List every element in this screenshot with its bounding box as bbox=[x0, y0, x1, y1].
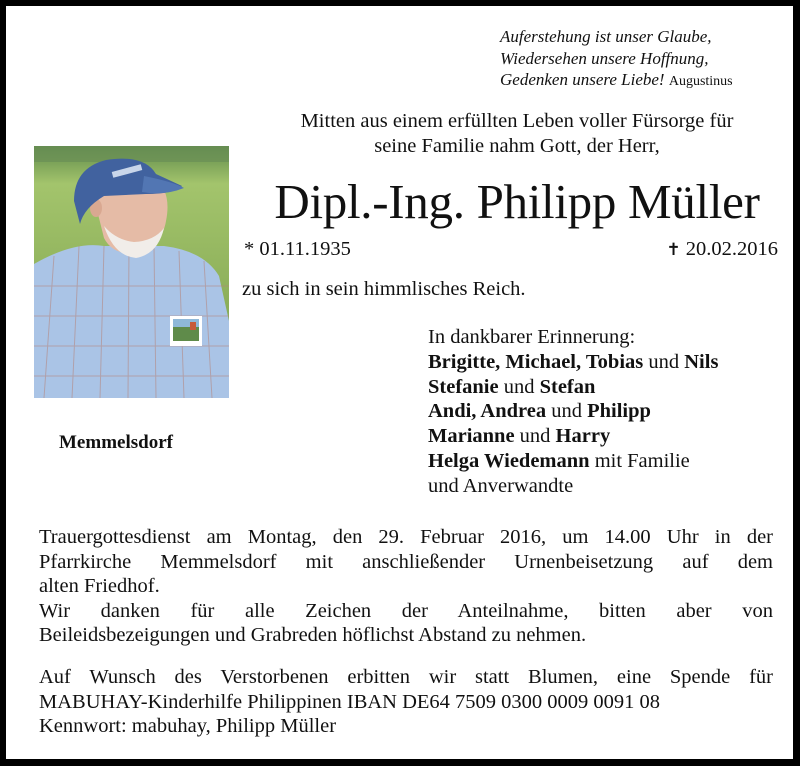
quote-line: Auferstehung ist unser Glaube, bbox=[500, 27, 712, 46]
family-line bbox=[428, 375, 718, 400]
donation-line: Kennwort: mabuhay, Philipp Müller bbox=[39, 715, 337, 737]
donation-info bbox=[39, 665, 773, 739]
family-names: Helga Wiedemann bbox=[428, 449, 590, 472]
intro-text bbox=[238, 109, 796, 159]
family-line bbox=[428, 449, 718, 474]
family-connector: und bbox=[546, 400, 588, 423]
service-info bbox=[39, 525, 773, 648]
quote-line-text: Gedenken unsere Liebe! bbox=[500, 70, 665, 89]
intro-line: seine Familie nahm Gott, der Herr, bbox=[374, 135, 660, 157]
birth-date-value: 01.11.1935 bbox=[259, 238, 351, 260]
service-line: alten Friedhof. bbox=[39, 575, 160, 597]
family-heading: In dankbarer Erinnerung: bbox=[428, 326, 636, 348]
place-name: Memmelsdorf bbox=[59, 432, 173, 453]
family-line bbox=[428, 350, 718, 375]
portrait-image bbox=[34, 146, 229, 398]
family-names: Nils bbox=[684, 350, 719, 373]
donation-line: MABUHAY-Kinderhilfe Philippinen IBAN DE64 7509 0300 0009 0091 08 bbox=[39, 690, 661, 713]
birth-star-icon: * bbox=[244, 238, 255, 260]
death-date bbox=[666, 237, 778, 262]
family-names: Marianne bbox=[428, 425, 515, 448]
family-connector: und bbox=[643, 350, 685, 373]
family-closing: und Anverwandte bbox=[428, 474, 574, 497]
portrait-photo bbox=[34, 146, 229, 398]
family-line bbox=[428, 399, 718, 424]
birth-date bbox=[244, 237, 351, 261]
family-line bbox=[428, 424, 718, 449]
family-names: Philipp bbox=[587, 400, 651, 423]
family-names: Brigitte, Michael, Tobias bbox=[428, 350, 644, 373]
family-connector: mit Familie bbox=[589, 449, 690, 472]
thanks-line: Beileidsbezeigungen und Grabreden höflichst Abstand zu nehmen. bbox=[39, 624, 587, 646]
cross-icon: ✝ bbox=[666, 240, 681, 260]
closing-phrase: zu sich in sein himmlisches Reich. bbox=[242, 278, 526, 300]
thanks-line: Wir danken für alle Zeichen der Anteilnahme, bitten aber von bbox=[39, 599, 773, 622]
intro-line: Mitten aus einem erfüllten Leben voller Fürsorge für bbox=[300, 110, 734, 132]
quote-author: Augustinus bbox=[668, 74, 733, 89]
quote-line bbox=[500, 69, 790, 93]
family-connector: und bbox=[498, 375, 540, 398]
service-line: Trauergottesdienst am Montag, den 29. Februar 2016, um 14.00 Uhr in der bbox=[39, 526, 773, 548]
death-date-value: 20.02.2016 bbox=[685, 238, 778, 260]
family-names: Stefanie bbox=[428, 375, 499, 398]
family-names: Andi, Andrea bbox=[428, 400, 547, 423]
quote-block bbox=[500, 26, 790, 93]
deceased-name: Dipl.-Ing. Philipp Müller bbox=[274, 174, 760, 229]
family-block bbox=[428, 325, 718, 499]
family-names: Stefan bbox=[539, 375, 596, 398]
quote-line: Wiedersehen unsere Hoffnung, bbox=[500, 48, 709, 68]
family-names: Harry bbox=[555, 425, 611, 448]
donation-line: Auf Wunsch des Verstorbenen erbitten wir statt Blumen, eine Spende für bbox=[39, 666, 773, 688]
service-line: Pfarrkirche Memmelsdorf mit anschließender Urnenbeisetzung auf dem bbox=[39, 550, 773, 573]
family-connector: und bbox=[514, 425, 556, 448]
